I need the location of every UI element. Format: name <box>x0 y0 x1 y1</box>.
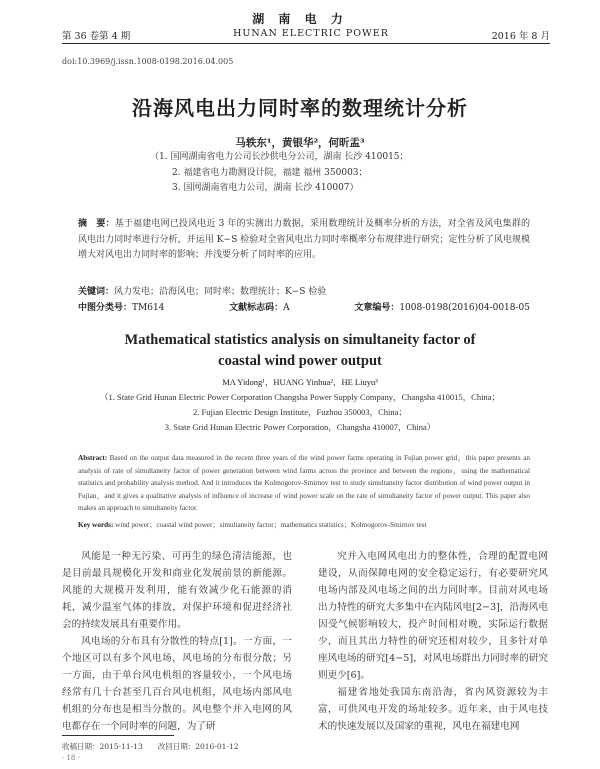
received-date-footnote: 收稿日期：2015-11-13 改回日期：2016-01-12 <box>62 742 239 751</box>
footnote-rule <box>62 735 174 736</box>
title-en <box>0 330 600 372</box>
doi: doi:10.3969/j.issn.1008-0198.2016.04.005 <box>62 57 234 66</box>
header-rule <box>62 43 550 44</box>
title-cn: 沿海风电出力同时率的数理统计分析 <box>132 96 468 120</box>
article-number: 文章编号：1008-0198(2016)04-0018-05 <box>354 303 530 313</box>
journal-name-en: HUNAN ELECTRIC POWER <box>233 28 389 39</box>
keywords-en-label: Key words: <box>78 521 114 529</box>
abstract-en-text: Based on the output data measured in the recent three years of the wind power farms operating in Fujian power grid，this paper presents an analysis of rate of simultaneity factor of power generation between wind farms across the province and between the regions，using the mathematical statistics and probability analysis method. And it introduces the Kolmogorov-Smirnov test to study simultaneity factor distribution of wind power output in Fujian，and it gives a qualitative analysis of influence of increase of wind power scale on the rate of simultaneity factor of power output. This paper also makes an approach to simultaneity factor. <box>78 454 530 513</box>
abstract-cn-text: 基于福建电网已投风电近 3 年的实测出力数据，采用数理统计及概率分析的方法，对全省及风电集群的风电出力同时率进行分析，并运用 K−S 检验对全省风电出力同时率概率分布规律进行研究；定性分析了风电规模增大对风电出力同时率的影响；并浅要分析了同时率的应用。 <box>78 219 530 260</box>
body-paragraph: 福建省地处我国东南沿海，省内风资源较为丰富，可供风电开发的场址较多。近年来，由于风电技术的快速发展以及国家的重视，风电在福建电网 <box>318 687 548 732</box>
abstract-en-label: Abstract: <box>78 454 108 462</box>
keywords-en-text: wind power；coastal wind power；simultaneity factor；mathematics statistics；Kolmogorov-Smirnov test <box>115 521 427 529</box>
affiliation-cn-3: 3. 国网湖南省电力公司，湖南 长沙 410007） <box>172 183 359 193</box>
abstract-cn <box>78 217 530 264</box>
authors-cn: 马轶东¹，黄银华²，何昕盂³ <box>235 137 365 149</box>
title-en-line-2: coastal wind power output <box>218 353 382 369</box>
body-column-left <box>62 548 292 735</box>
abstract-en <box>78 452 530 515</box>
affiliation-en-2: 2. Fujian Electric Design Institute，Fuzhou 350003，China； <box>193 407 407 417</box>
classification-line <box>78 300 530 313</box>
keywords-cn-label: 关键词： <box>78 287 115 297</box>
affiliation-en-1: （1. State Grid Hunan Electric Power Corporation Changsha Power Supply Company，Changsha 410015，China； <box>100 392 500 402</box>
issue-date: 2016 年 8 月 <box>491 31 550 42</box>
body-paragraph: 风能是一种无污染、可再生的绿色清洁能源，也是目前最具规模化开发和商业化发展前景的新能源。风能的大规模开发利用，能有效减少化石能源的消耗，减少温室气体的排放，对保护环境和促进经济社会的持续发展具有重要作用。 <box>62 551 292 630</box>
abstract-cn-label: 摘 要： <box>78 219 115 229</box>
body-paragraph: 究并入电网风电出力的整体性，合理的配置电网建设，从而保障电网的安全稳定运行，有必要研究风电场内部及风电场之间的出力同时率。目前对风电场出力特性的研究大多集中在内陆风电[2−3]，沿海风电因受气候影响较大，投产时间相对晚，实际运行数据少，而且其出力特性的研究还相对较少，且多针对单座风电场的研究[4−5]，对风电场群出力同时率的研究则更少[6]。 <box>318 551 548 681</box>
body-paragraph: 风电场的分布具有分散性的特点[1]。一方面，一个地区可以有多个风电场，风电场的分布很分散；另一方面，由于单台风电机组的容量较小，一个风电场经常有几十台甚至几百台风电机组，风电场内部风电机组的分布也是相当分散的。风电整个并入电网的风电都存在一个同时率的问题，为了研 <box>62 636 292 732</box>
running-head <box>62 28 550 42</box>
authors-en: MA Yidong¹，HUANG Yinhua²，HE Liuyu³ <box>222 377 378 387</box>
affiliation-en-3: 3. State Grid Hunan Electric Power Corporation，Changsha 410007，China） <box>164 422 436 432</box>
volume-issue: 第 36 卷第 4 期 <box>62 31 131 42</box>
keywords-en <box>78 520 530 530</box>
journal-title: 湖 南 电 力 <box>252 12 348 26</box>
affiliation-cn-2: 2. 福建省电力勘测设计院，福建 福州 350003； <box>172 168 368 178</box>
page-number: · 18 · <box>62 754 80 762</box>
body-column-right <box>318 548 548 735</box>
keywords-cn <box>78 284 530 297</box>
document-code: 文献标志码：A <box>229 303 290 313</box>
affiliation-cn-1: （1. 国网湖南省电力公司长沙供电分公司，湖南 长沙 410015； <box>150 152 409 162</box>
keywords-cn-text: 风力发电；沿海风电；同时率；数理统计；K−S 检验 <box>114 287 327 297</box>
clc-number: 中图分类号：TM614 <box>78 303 165 313</box>
title-en-line-1: Mathematical statistics analysis on simultaneity factor of <box>124 332 476 348</box>
